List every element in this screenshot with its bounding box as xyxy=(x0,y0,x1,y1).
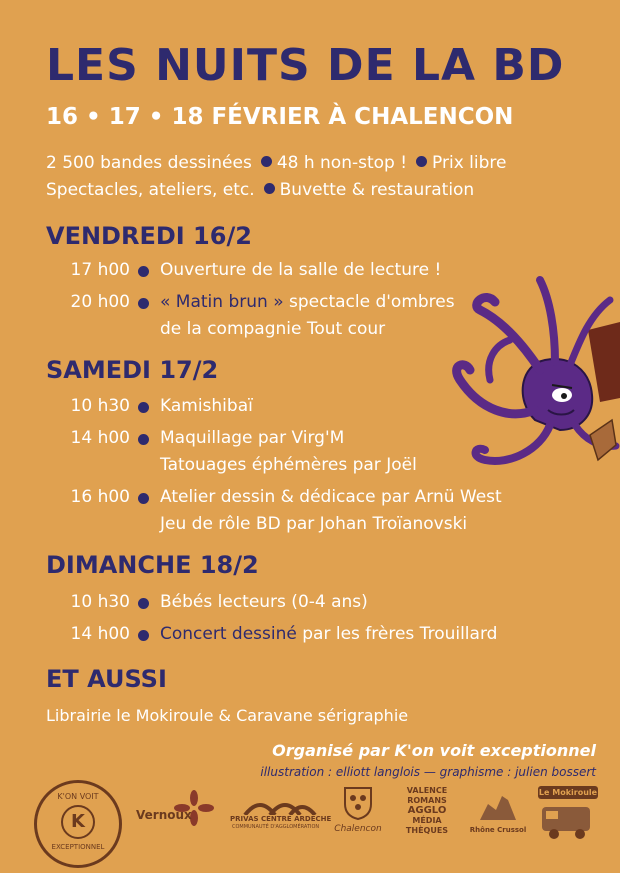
bullet-dot xyxy=(138,598,149,609)
mokiroule-logo xyxy=(538,786,598,848)
intro-block xyxy=(46,150,507,204)
event-text-part: Jeu de rôle BD par Johan Troïanovski xyxy=(160,514,468,534)
bullet-dot xyxy=(261,156,272,167)
event-text xyxy=(160,484,502,538)
rhone-crussol-label: Rhône Crussol xyxy=(469,826,527,834)
organizer-line: Organisé par K'on voit exceptionnel xyxy=(272,741,596,760)
intro-line-1 xyxy=(46,150,507,177)
aussi-text: Librairie le Mokiroule & Caravane sérigraphie xyxy=(46,706,409,725)
event-highlight: « Matin brun » xyxy=(160,292,284,312)
vernoux-label: Vernoux xyxy=(136,808,192,822)
intro-item: 2 500 bandes dessinées xyxy=(46,153,252,173)
day-title: VENDREDI 16/2 xyxy=(46,222,252,250)
event-text-part: de la compagnie Tout cour xyxy=(160,319,386,339)
bullet-dot xyxy=(416,156,427,167)
event-text xyxy=(160,289,455,343)
vr-line: AGGLO xyxy=(407,805,447,816)
bullet-dot xyxy=(138,630,149,641)
event-row xyxy=(0,484,620,538)
konvoit-k-icon: K xyxy=(61,805,95,839)
event-highlight: Concert dessiné xyxy=(160,624,297,644)
event-row xyxy=(0,589,620,616)
vr-line: THÈQUES xyxy=(405,826,449,835)
event-time: 14 h00 xyxy=(70,428,130,448)
chalencon-shield-icon xyxy=(343,786,373,820)
bullet-dot xyxy=(138,434,149,445)
event-text: Ouverture de la salle de lecture ! xyxy=(160,260,442,280)
day-title: DIMANCHE 18/2 xyxy=(46,551,259,579)
day-title: SAMEDI 17/2 xyxy=(46,356,219,384)
event-text xyxy=(160,425,417,479)
event-time: 17 h00 xyxy=(70,260,130,280)
intro-item: 48 h non-stop ! xyxy=(276,153,408,173)
event-text-part: Tatouages éphémères par Joël xyxy=(160,455,417,475)
event-time: 10 h30 xyxy=(70,592,130,612)
konvoit-logo xyxy=(34,780,122,868)
bullet-dot xyxy=(264,183,275,194)
konvoit-logo-top: K'ON VOIT xyxy=(57,792,99,801)
event-text: Kamishibaï xyxy=(160,396,253,416)
vr-line: VALENCE xyxy=(406,786,448,795)
mokiroule-label: Le Mokiroule xyxy=(538,788,598,797)
aussi-title: ET AUSSI xyxy=(46,665,167,693)
event-dates: 16 • 17 • 18 FÉVRIER À CHALENCON xyxy=(46,104,514,130)
page-title: LES NUITS DE LA BD xyxy=(46,40,565,91)
event-text-part: spectacle d'ombres xyxy=(283,292,455,312)
van-icon xyxy=(538,801,598,841)
event-text-part: par les frères Trouillard xyxy=(296,624,498,644)
bullet-dot xyxy=(138,266,149,277)
chalencon-logo xyxy=(333,786,383,846)
event-row xyxy=(0,621,620,648)
privas-label: PRIVAS CENTRE ARDÈCHE xyxy=(230,815,332,823)
chalencon-label: Chalencon xyxy=(334,824,382,834)
intro-item: Buvette & restauration xyxy=(279,180,475,200)
event-time: 16 h00 xyxy=(70,487,130,507)
rhone-crussol-logo xyxy=(468,790,528,846)
event-text: Bébés lecteurs (0-4 ans) xyxy=(160,592,368,612)
event-time: 14 h00 xyxy=(70,624,130,644)
credits-line: illustration : elliott langlois — graphisme : julien bossert xyxy=(260,765,596,779)
privas-sublabel: COMMUNAUTÉ D'AGGLOMÉRATION xyxy=(232,824,320,830)
bullet-dot xyxy=(138,402,149,413)
valence-romans-logo xyxy=(396,786,458,846)
event-time: 20 h00 xyxy=(70,292,130,312)
intro-line-2 xyxy=(46,177,507,204)
event-time: 10 h30 xyxy=(70,396,130,416)
vernoux-logo xyxy=(136,790,216,830)
vr-line: ROMANS xyxy=(407,796,447,805)
octopus-illustration xyxy=(440,270,620,480)
event-text-part: Atelier dessin & dédicace par Arnü West xyxy=(160,487,502,507)
konvoit-logo-bottom: EXCEPTIONNEL xyxy=(51,843,105,851)
event-text xyxy=(160,621,497,648)
event-text-part: Maquillage par Virg'M xyxy=(160,428,345,448)
intro-item: Spectacles, ateliers, etc. xyxy=(46,180,255,200)
bullet-dot xyxy=(138,493,149,504)
vr-line: MÉDIA xyxy=(412,816,442,825)
bullet-dot xyxy=(138,298,149,309)
rhone-crussol-castle-icon xyxy=(478,790,518,822)
privas-arches-icon xyxy=(240,795,320,815)
intro-item: Prix libre xyxy=(432,153,507,173)
privas-logo xyxy=(230,795,332,835)
